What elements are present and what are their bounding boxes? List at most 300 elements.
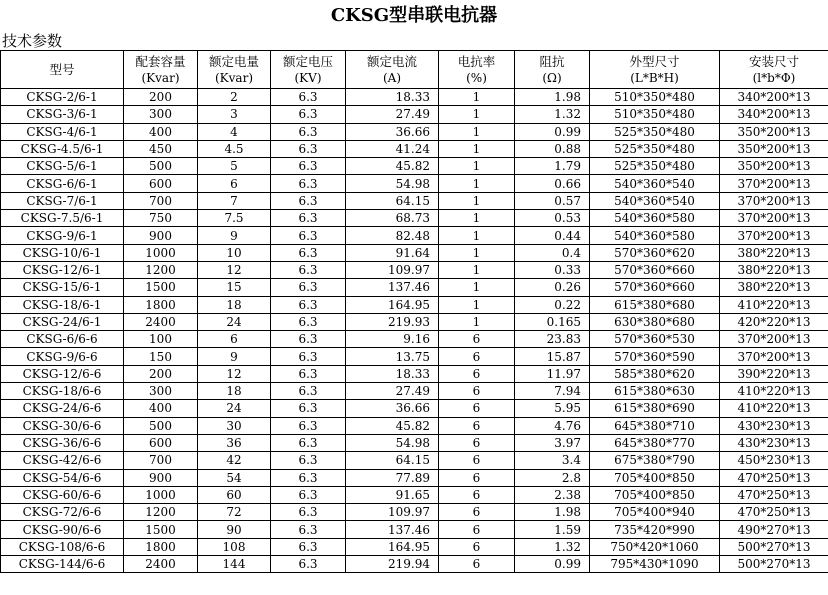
model-cell[interactable]: CKSG-18/6-1 — [1, 296, 124, 313]
install-size-cell[interactable]: 430*230*13 — [720, 417, 828, 434]
model-cell[interactable]: CKSG-7.5/6-1 — [1, 210, 124, 227]
impedance-cell[interactable]: 0.22 — [515, 296, 590, 313]
reactance-rate-cell[interactable]: 6 — [439, 383, 515, 400]
impedance-cell[interactable]: 0.66 — [515, 175, 590, 192]
rated-power-cell[interactable]: 18 — [198, 296, 271, 313]
rated-voltage-cell[interactable]: 6.3 — [271, 244, 346, 261]
install-size-cell[interactable]: 420*220*13 — [720, 313, 828, 330]
reactance-rate-cell[interactable]: 1 — [439, 192, 515, 209]
capacity-cell[interactable]: 1800 — [124, 296, 198, 313]
impedance-cell[interactable]: 0.33 — [515, 261, 590, 278]
capacity-cell[interactable]: 1500 — [124, 521, 198, 538]
rated-voltage-cell[interactable]: 6.3 — [271, 538, 346, 555]
rated-current-cell[interactable]: 36.66 — [346, 123, 439, 140]
install-size-cell[interactable]: 470*250*13 — [720, 469, 828, 486]
rated-voltage-cell[interactable]: 6.3 — [271, 89, 346, 106]
impedance-cell[interactable]: 2.38 — [515, 486, 590, 503]
reactance-rate-cell[interactable]: 6 — [439, 417, 515, 434]
rated-power-cell[interactable]: 9 — [198, 227, 271, 244]
rated-power-cell[interactable]: 12 — [198, 261, 271, 278]
install-size-cell[interactable]: 380*220*13 — [720, 244, 828, 261]
rated-current-cell[interactable]: 137.46 — [346, 521, 439, 538]
outline-size-cell[interactable]: 615*380*630 — [590, 383, 720, 400]
capacity-cell[interactable]: 300 — [124, 106, 198, 123]
install-size-cell[interactable]: 470*250*13 — [720, 486, 828, 503]
rated-voltage-cell[interactable]: 6.3 — [271, 521, 346, 538]
table-row — [1, 521, 828, 538]
capacity-cell[interactable]: 450 — [124, 140, 198, 157]
rated-power-cell[interactable]: 24 — [198, 400, 271, 417]
header-label: 型号 — [49, 61, 75, 77]
rated-power-cell[interactable]: 72 — [198, 504, 271, 521]
table-row — [1, 469, 828, 486]
impedance-cell[interactable]: 1.32 — [515, 538, 590, 555]
capacity-cell[interactable]: 900 — [124, 227, 198, 244]
table-row — [1, 348, 828, 365]
header-unit: (l*b*Φ) — [752, 70, 796, 85]
col-reactance-rate-header[interactable] — [439, 51, 515, 89]
outline-size-cell[interactable]: 705*400*850 — [590, 469, 720, 486]
outline-size-cell[interactable]: 675*380*790 — [590, 452, 720, 469]
model-cell[interactable]: CKSG-9/6-1 — [1, 227, 124, 244]
install-size-cell[interactable]: 380*220*13 — [720, 279, 828, 296]
install-size-cell[interactable]: 370*200*13 — [720, 227, 828, 244]
install-size-cell[interactable]: 340*200*13 — [720, 106, 828, 123]
rated-current-cell[interactable]: 82.48 — [346, 227, 439, 244]
impedance-cell[interactable]: 23.83 — [515, 331, 590, 348]
rated-current-cell[interactable]: 36.66 — [346, 400, 439, 417]
reactance-rate-cell[interactable]: 1 — [439, 123, 515, 140]
outline-size-cell[interactable]: 750*420*1060 — [590, 538, 720, 555]
rated-voltage-cell[interactable]: 6.3 — [271, 417, 346, 434]
rated-power-cell[interactable]: 144 — [198, 556, 271, 573]
page-title: CKSG型串联电抗器 — [330, 5, 498, 26]
rated-power-cell[interactable]: 90 — [198, 521, 271, 538]
table-row — [1, 158, 828, 175]
rated-power-cell[interactable]: 7 — [198, 192, 271, 209]
table-row — [1, 313, 828, 330]
rated-current-cell[interactable]: 64.15 — [346, 452, 439, 469]
rated-current-cell[interactable]: 27.49 — [346, 106, 439, 123]
model-cell[interactable]: CKSG-15/6-1 — [1, 279, 124, 296]
model-cell[interactable]: CKSG-42/6-6 — [1, 452, 124, 469]
outline-size-cell[interactable]: 525*350*480 — [590, 158, 720, 175]
model-cell[interactable]: CKSG-3/6-1 — [1, 106, 124, 123]
capacity-cell[interactable]: 1800 — [124, 538, 198, 555]
outline-size-cell[interactable]: 570*360*530 — [590, 331, 720, 348]
outline-size-cell[interactable]: 615*380*690 — [590, 400, 720, 417]
table-row — [1, 175, 828, 192]
section-subtitle: 技术参数 — [2, 32, 63, 50]
rated-current-cell[interactable]: 41.24 — [346, 140, 439, 157]
reactance-rate-cell[interactable]: 6 — [439, 331, 515, 348]
outline-size-cell[interactable]: 540*360*580 — [590, 210, 720, 227]
capacity-cell[interactable]: 100 — [124, 331, 198, 348]
reactance-rate-cell[interactable]: 1 — [439, 261, 515, 278]
capacity-cell[interactable]: 400 — [124, 123, 198, 140]
install-size-cell[interactable]: 450*230*13 — [720, 452, 828, 469]
rated-current-cell[interactable]: 164.95 — [346, 538, 439, 555]
impedance-cell[interactable]: 0.44 — [515, 227, 590, 244]
rated-power-cell[interactable]: 54 — [198, 469, 271, 486]
impedance-cell[interactable]: 1.98 — [515, 89, 590, 106]
install-size-cell[interactable]: 500*270*13 — [720, 556, 828, 573]
impedance-cell[interactable]: 0.99 — [515, 556, 590, 573]
rated-current-cell[interactable]: 54.98 — [346, 434, 439, 451]
rated-current-cell[interactable]: 164.95 — [346, 296, 439, 313]
outline-size-cell[interactable]: 585*380*620 — [590, 365, 720, 382]
table-row — [1, 279, 828, 296]
impedance-cell[interactable]: 3.4 — [515, 452, 590, 469]
model-cell[interactable]: CKSG-4.5/6-1 — [1, 140, 124, 157]
col-outline-size-header[interactable] — [590, 51, 720, 89]
reactance-rate-cell[interactable]: 1 — [439, 296, 515, 313]
rated-voltage-cell[interactable]: 6.3 — [271, 296, 346, 313]
install-size-cell[interactable]: 500*270*13 — [720, 538, 828, 555]
install-size-cell[interactable]: 470*250*13 — [720, 504, 828, 521]
table-row — [1, 244, 828, 261]
outline-size-cell[interactable]: 705*400*940 — [590, 504, 720, 521]
rated-power-cell[interactable]: 2 — [198, 89, 271, 106]
header-row — [1, 51, 828, 89]
rated-voltage-cell[interactable]: 6.3 — [271, 434, 346, 451]
install-size-cell[interactable]: 410*220*13 — [720, 383, 828, 400]
model-cell[interactable]: CKSG-7/6-1 — [1, 192, 124, 209]
rated-current-cell[interactable]: 219.94 — [346, 556, 439, 573]
impedance-cell[interactable]: 1.32 — [515, 106, 590, 123]
rated-current-cell[interactable]: 18.33 — [346, 89, 439, 106]
model-cell[interactable]: CKSG-60/6-6 — [1, 486, 124, 503]
reactance-rate-cell[interactable]: 6 — [439, 504, 515, 521]
header-unit: (A) — [382, 70, 402, 85]
header-label: 额定电量 — [208, 53, 259, 69]
col-rated-power-header[interactable] — [198, 51, 271, 89]
model-cell[interactable]: CKSG-5/6-1 — [1, 158, 124, 175]
rated-voltage-cell[interactable]: 6.3 — [271, 106, 346, 123]
rated-power-cell[interactable]: 7.5 — [198, 210, 271, 227]
impedance-cell[interactable]: 1.59 — [515, 521, 590, 538]
rated-voltage-cell[interactable]: 6.3 — [271, 175, 346, 192]
install-size-cell[interactable]: 370*200*13 — [720, 175, 828, 192]
install-size-cell[interactable]: 370*200*13 — [720, 210, 828, 227]
table-row — [1, 227, 828, 244]
outline-size-cell[interactable]: 525*350*480 — [590, 123, 720, 140]
install-size-cell[interactable]: 390*220*13 — [720, 365, 828, 382]
rated-current-cell[interactable]: 77.89 — [346, 469, 439, 486]
rated-power-cell[interactable]: 6 — [198, 175, 271, 192]
rated-voltage-cell[interactable]: 6.3 — [271, 158, 346, 175]
rated-current-cell[interactable]: 27.49 — [346, 383, 439, 400]
impedance-cell[interactable]: 0.99 — [515, 123, 590, 140]
impedance-cell[interactable]: 7.94 — [515, 383, 590, 400]
reactance-rate-cell[interactable]: 6 — [439, 400, 515, 417]
col-impedance-header[interactable] — [515, 51, 590, 89]
rated-current-cell[interactable]: 68.73 — [346, 210, 439, 227]
rated-current-cell[interactable]: 137.46 — [346, 279, 439, 296]
impedance-cell[interactable]: 0.26 — [515, 279, 590, 296]
table-row — [1, 417, 828, 434]
install-size-cell[interactable]: 350*200*13 — [720, 158, 828, 175]
impedance-cell[interactable]: 3.97 — [515, 434, 590, 451]
rated-current-cell[interactable]: 18.33 — [346, 365, 439, 382]
model-cell[interactable]: CKSG-4/6-1 — [1, 123, 124, 140]
model-cell[interactable]: CKSG-54/6-6 — [1, 469, 124, 486]
install-size-cell[interactable]: 370*200*13 — [720, 192, 828, 209]
capacity-cell[interactable]: 1000 — [124, 244, 198, 261]
header-unit: (KV) — [294, 70, 322, 85]
impedance-cell[interactable]: 4.76 — [515, 417, 590, 434]
rated-current-cell[interactable]: 91.64 — [346, 244, 439, 261]
reactance-rate-cell[interactable]: 6 — [439, 365, 515, 382]
rated-voltage-cell[interactable]: 6.3 — [271, 210, 346, 227]
rated-voltage-cell[interactable]: 6.3 — [271, 192, 346, 209]
table-row — [1, 210, 828, 227]
impedance-cell[interactable]: 2.8 — [515, 469, 590, 486]
install-size-cell[interactable]: 410*220*13 — [720, 296, 828, 313]
reactance-rate-cell[interactable]: 6 — [439, 556, 515, 573]
rated-power-cell[interactable]: 6 — [198, 331, 271, 348]
rated-voltage-cell[interactable]: 6.3 — [271, 331, 346, 348]
reactance-rate-cell[interactable]: 1 — [439, 158, 515, 175]
outline-size-cell[interactable]: 510*350*480 — [590, 106, 720, 123]
outline-size-cell[interactable]: 525*350*480 — [590, 140, 720, 157]
outline-size-cell[interactable]: 540*360*540 — [590, 192, 720, 209]
rated-power-cell[interactable]: 15 — [198, 279, 271, 296]
rated-voltage-cell[interactable]: 6.3 — [271, 261, 346, 278]
rated-power-cell[interactable]: 30 — [198, 417, 271, 434]
rated-power-cell[interactable]: 3 — [198, 106, 271, 123]
model-cell[interactable]: CKSG-2/6-1 — [1, 89, 124, 106]
rated-current-cell[interactable]: 13.75 — [346, 348, 439, 365]
table-row — [1, 538, 828, 555]
impedance-cell[interactable]: 11.97 — [515, 365, 590, 382]
model-cell[interactable]: CKSG-72/6-6 — [1, 504, 124, 521]
rated-power-cell[interactable]: 4 — [198, 123, 271, 140]
impedance-cell[interactable]: 5.95 — [515, 400, 590, 417]
outline-size-cell[interactable]: 645*380*710 — [590, 417, 720, 434]
col-install-size-header[interactable] — [720, 51, 828, 89]
impedance-cell[interactable]: 0.57 — [515, 192, 590, 209]
rated-power-cell[interactable]: 108 — [198, 538, 271, 555]
rated-voltage-cell[interactable]: 6.3 — [271, 279, 346, 296]
capacity-cell[interactable]: 500 — [124, 158, 198, 175]
rated-voltage-cell[interactable]: 6.3 — [271, 383, 346, 400]
reactance-rate-cell[interactable]: 1 — [439, 244, 515, 261]
rated-current-cell[interactable]: 54.98 — [346, 175, 439, 192]
table-row — [1, 486, 828, 503]
model-cell[interactable]: CKSG-10/6-1 — [1, 244, 124, 261]
reactance-rate-cell[interactable]: 1 — [439, 175, 515, 192]
reactance-rate-cell[interactable]: 6 — [439, 538, 515, 555]
table-row — [1, 365, 828, 382]
impedance-cell[interactable]: 0.53 — [515, 210, 590, 227]
capacity-cell[interactable]: 2400 — [124, 556, 198, 573]
capacity-cell[interactable]: 1200 — [124, 504, 198, 521]
model-cell[interactable]: CKSG-24/6-6 — [1, 400, 124, 417]
rated-voltage-cell[interactable]: 6.3 — [271, 227, 346, 244]
reactance-rate-cell[interactable]: 6 — [439, 452, 515, 469]
col-capacity-header[interactable] — [124, 51, 198, 89]
capacity-cell[interactable]: 2400 — [124, 313, 198, 330]
install-size-cell[interactable]: 430*230*13 — [720, 434, 828, 451]
outline-size-cell[interactable]: 570*360*660 — [590, 279, 720, 296]
model-cell[interactable]: CKSG-12/6-1 — [1, 261, 124, 278]
rated-power-cell[interactable]: 36 — [198, 434, 271, 451]
rated-power-cell[interactable]: 10 — [198, 244, 271, 261]
header-label: 阻抗 — [539, 53, 565, 69]
capacity-cell[interactable]: 1500 — [124, 279, 198, 296]
impedance-cell[interactable]: 15.87 — [515, 348, 590, 365]
model-cell[interactable]: CKSG-24/6-1 — [1, 313, 124, 330]
rated-power-cell[interactable]: 24 — [198, 313, 271, 330]
capacity-cell[interactable]: 700 — [124, 452, 198, 469]
rated-current-cell[interactable]: 109.97 — [346, 261, 439, 278]
reactance-rate-cell[interactable]: 1 — [439, 279, 515, 296]
install-size-cell[interactable]: 410*220*13 — [720, 400, 828, 417]
header-label: 安装尺寸 — [748, 53, 799, 69]
model-cell[interactable]: CKSG-18/6-6 — [1, 383, 124, 400]
header-unit: (Kvar) — [141, 70, 180, 85]
outline-size-cell[interactable]: 795*430*1090 — [590, 556, 720, 573]
table-row — [1, 504, 828, 521]
impedance-cell[interactable]: 1.79 — [515, 158, 590, 175]
model-cell[interactable]: CKSG-108/6-6 — [1, 538, 124, 555]
rated-voltage-cell[interactable]: 6.3 — [271, 123, 346, 140]
spec-table — [0, 50, 828, 573]
install-size-cell[interactable]: 340*200*13 — [720, 89, 828, 106]
outline-size-cell[interactable]: 570*360*660 — [590, 261, 720, 278]
col-model-header[interactable] — [1, 51, 124, 89]
install-size-cell[interactable]: 370*200*13 — [720, 348, 828, 365]
reactance-rate-cell[interactable]: 1 — [439, 227, 515, 244]
table-row — [1, 89, 828, 106]
outline-size-cell[interactable]: 645*380*770 — [590, 434, 720, 451]
capacity-cell[interactable]: 900 — [124, 469, 198, 486]
table-row — [1, 296, 828, 313]
capacity-cell[interactable]: 1000 — [124, 486, 198, 503]
install-size-cell[interactable]: 370*200*13 — [720, 331, 828, 348]
capacity-cell[interactable]: 400 — [124, 400, 198, 417]
reactance-rate-cell[interactable]: 6 — [439, 486, 515, 503]
outline-size-cell[interactable]: 630*380*680 — [590, 313, 720, 330]
rated-voltage-cell[interactable]: 6.3 — [271, 469, 346, 486]
table-row — [1, 261, 828, 278]
impedance-cell[interactable]: 0.4 — [515, 244, 590, 261]
reactance-rate-cell[interactable]: 6 — [439, 348, 515, 365]
outline-size-cell[interactable]: 735*420*990 — [590, 521, 720, 538]
header-unit: (Ω) — [542, 70, 562, 85]
rated-voltage-cell[interactable]: 6.3 — [271, 313, 346, 330]
rated-power-cell[interactable]: 60 — [198, 486, 271, 503]
model-cell[interactable]: CKSG-36/6-6 — [1, 434, 124, 451]
header-label: 外型尺寸 — [629, 53, 680, 69]
rated-voltage-cell[interactable]: 6.3 — [271, 140, 346, 157]
install-size-cell[interactable]: 350*200*13 — [720, 140, 828, 157]
reactance-rate-cell[interactable]: 6 — [439, 469, 515, 486]
impedance-cell[interactable]: 0.165 — [515, 313, 590, 330]
model-cell[interactable]: CKSG-30/6-6 — [1, 417, 124, 434]
install-size-cell[interactable]: 350*200*13 — [720, 123, 828, 140]
reactance-rate-cell[interactable]: 1 — [439, 140, 515, 157]
impedance-cell[interactable]: 1.98 — [515, 504, 590, 521]
outline-size-cell[interactable]: 510*350*480 — [590, 89, 720, 106]
capacity-cell[interactable]: 150 — [124, 348, 198, 365]
reactance-rate-cell[interactable]: 1 — [439, 89, 515, 106]
rated-power-cell[interactable]: 9 — [198, 348, 271, 365]
table-row — [1, 123, 828, 140]
rated-voltage-cell[interactable]: 6.3 — [271, 400, 346, 417]
col-rated-voltage-header[interactable] — [271, 51, 346, 89]
rated-power-cell[interactable]: 12 — [198, 365, 271, 382]
capacity-cell[interactable]: 1200 — [124, 261, 198, 278]
rated-current-cell[interactable]: 45.82 — [346, 417, 439, 434]
capacity-cell[interactable]: 700 — [124, 192, 198, 209]
install-size-cell[interactable]: 490*270*13 — [720, 521, 828, 538]
reactance-rate-cell[interactable]: 1 — [439, 106, 515, 123]
header-label: 配套容量 — [135, 53, 186, 69]
outline-size-cell[interactable]: 705*400*850 — [590, 486, 720, 503]
table-row — [1, 383, 828, 400]
rated-power-cell[interactable]: 18 — [198, 383, 271, 400]
capacity-cell[interactable]: 300 — [124, 383, 198, 400]
rated-voltage-cell[interactable]: 6.3 — [271, 365, 346, 382]
rated-voltage-cell[interactable]: 6.3 — [271, 348, 346, 365]
capacity-cell[interactable]: 200 — [124, 365, 198, 382]
header-label: 额定电压 — [282, 53, 333, 69]
rated-current-cell[interactable]: 45.82 — [346, 158, 439, 175]
rated-current-cell[interactable]: 109.97 — [346, 504, 439, 521]
rated-current-cell[interactable]: 64.15 — [346, 192, 439, 209]
col-rated-current-header[interactable] — [346, 51, 439, 89]
rated-current-cell[interactable]: 91.65 — [346, 486, 439, 503]
outline-size-cell[interactable]: 615*380*680 — [590, 296, 720, 313]
table-row — [1, 106, 828, 123]
reactance-rate-cell[interactable]: 6 — [439, 521, 515, 538]
rated-voltage-cell[interactable]: 6.3 — [271, 486, 346, 503]
install-size-cell[interactable]: 380*220*13 — [720, 261, 828, 278]
model-cell[interactable]: CKSG-6/6-1 — [1, 175, 124, 192]
model-cell[interactable]: CKSG-6/6-6 — [1, 331, 124, 348]
reactance-rate-cell[interactable]: 6 — [439, 434, 515, 451]
rated-current-cell[interactable]: 9.16 — [346, 331, 439, 348]
capacity-cell[interactable]: 600 — [124, 434, 198, 451]
capacity-cell[interactable]: 600 — [124, 175, 198, 192]
rated-current-cell[interactable]: 219.93 — [346, 313, 439, 330]
impedance-cell[interactable]: 0.88 — [515, 140, 590, 157]
rated-power-cell[interactable]: 5 — [198, 158, 271, 175]
model-cell[interactable]: CKSG-9/6-6 — [1, 348, 124, 365]
rated-power-cell[interactable]: 4.5 — [198, 140, 271, 157]
outline-size-cell[interactable]: 540*360*540 — [590, 175, 720, 192]
reactance-rate-cell[interactable]: 1 — [439, 313, 515, 330]
model-cell[interactable]: CKSG-90/6-6 — [1, 521, 124, 538]
rated-voltage-cell[interactable]: 6.3 — [271, 556, 346, 573]
table-row — [1, 140, 828, 157]
outline-size-cell[interactable]: 570*360*620 — [590, 244, 720, 261]
model-cell[interactable]: CKSG-144/6-6 — [1, 556, 124, 573]
rated-power-cell[interactable]: 42 — [198, 452, 271, 469]
capacity-cell[interactable]: 200 — [124, 89, 198, 106]
rated-voltage-cell[interactable]: 6.3 — [271, 452, 346, 469]
reactance-rate-cell[interactable]: 1 — [439, 210, 515, 227]
rated-voltage-cell[interactable]: 6.3 — [271, 504, 346, 521]
capacity-cell[interactable]: 500 — [124, 417, 198, 434]
capacity-cell[interactable]: 750 — [124, 210, 198, 227]
outline-size-cell[interactable]: 540*360*580 — [590, 227, 720, 244]
outline-size-cell[interactable]: 570*360*590 — [590, 348, 720, 365]
table-row — [1, 400, 828, 417]
model-cell[interactable]: CKSG-12/6-6 — [1, 365, 124, 382]
